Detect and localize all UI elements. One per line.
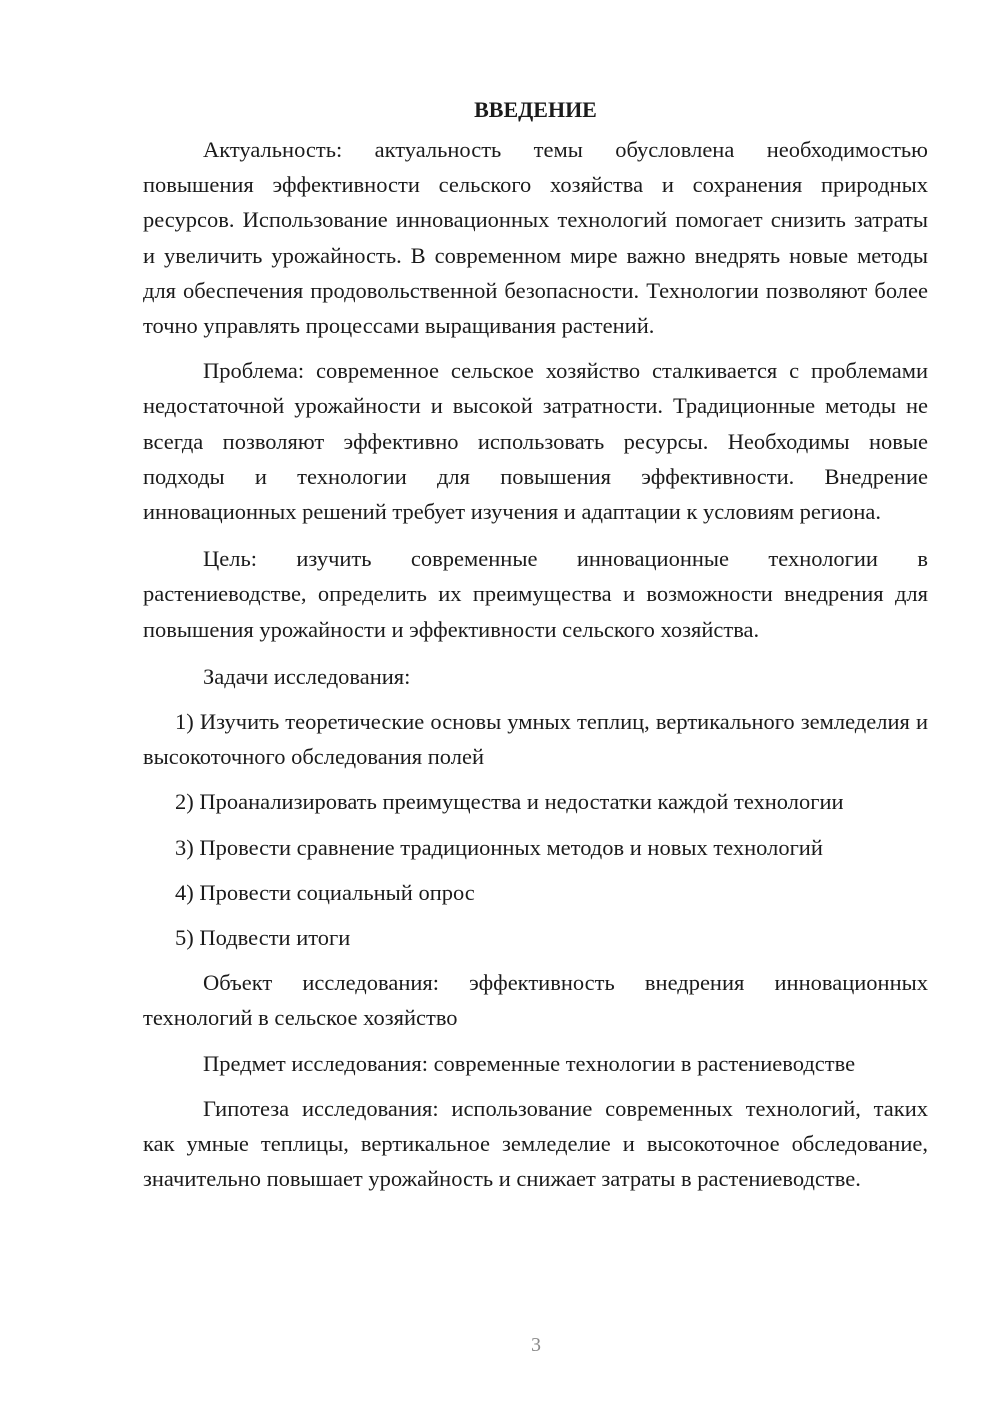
hypothesis-paragraph: Гипотеза исследования: использование современных технологий, таких как умные теплицы, вертикальное земледелие и высокоточное обследование, значительно повышает урожайность и снижает затраты в растениеводстве. <box>143 1095 928 1192</box>
task-item: 1) Изучить теоретические основы умных теплиц, вертикального земледелия и высокоточного обследования полей <box>143 709 928 770</box>
object-paragraph: Объект исследования: эффективность внедрения инновационных технологий в сельское хозяйство <box>143 970 928 1031</box>
task-item: 2) Проанализировать преимущества и недостатки каждой технологии <box>175 789 844 815</box>
relevance-paragraph: Актуальность: актуальность темы обусловлена необходимостью повышения эффективности сельского хозяйства и сохранения природных ресурсов. Использование инновационных технологий помогает снизить затраты и увеличить урожайность. В современном мире важно внедрять новые методы для обеспечения продовольственной безопасности. Технологии позволяют более точно управлять процессами выращивания растений. <box>143 137 928 339</box>
page-content <box>143 92 928 1206</box>
page-title: ВВЕДЕНИЕ <box>474 97 597 122</box>
task-item: 4) Провести социальный опрос <box>175 879 475 905</box>
problem-paragraph: Проблема: современное сельское хозяйство сталкивается с проблемами недостаточной урожайности и высокой затратности. Традиционные методы не всегда позволяют эффективно использовать ресурсы. Необходимы новые подходы и технологии для повышения эффективности. Внедрение инновационных решений требует изучения и адаптации к условиям региона. <box>143 358 928 525</box>
goal-paragraph: Цель: изучить современные инновационные технологии в растениеводстве, определить их преимущества и возможности внедрения для повышения урожайности и эффективности сельского хозяйства. <box>143 546 928 642</box>
task-item: 5) Подвести итоги <box>175 925 351 951</box>
page-number: 3 <box>531 1334 541 1356</box>
tasks-heading: Задачи исследования: <box>203 663 411 689</box>
subject-paragraph: Предмет исследования: современные технологии в растениеводстве <box>203 1050 856 1076</box>
task-item: 3) Провести сравнение традиционных методов и новых технологий <box>175 834 823 860</box>
